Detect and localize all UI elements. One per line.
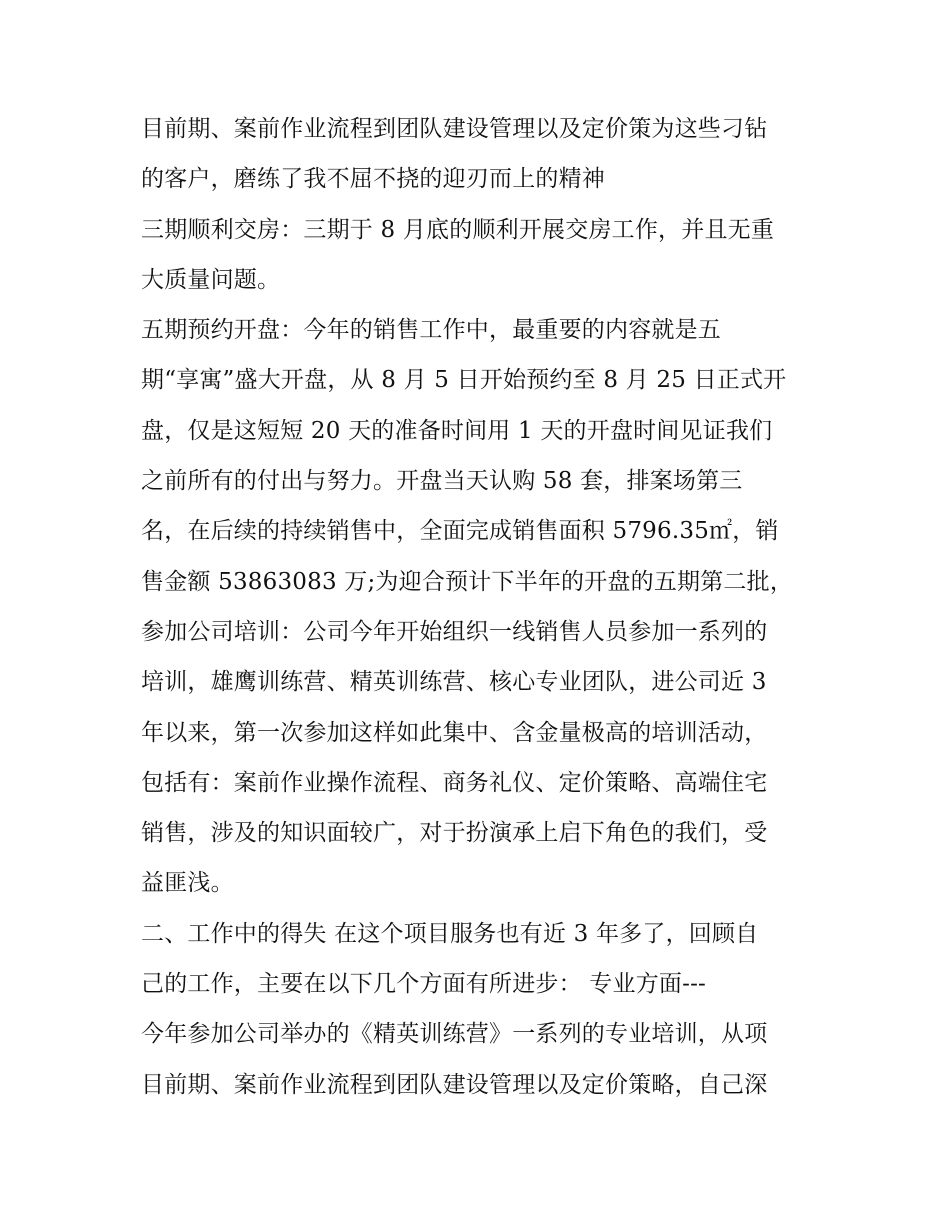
text-line: 目前期、案前作业流程到团队建设管理以及定价策为这些刁钻 xyxy=(141,116,768,142)
text-line: 五期预约开盘：今年的销售工作中，最重要的内容就是五 xyxy=(141,317,721,344)
text-line: 的客户，磨练了我不屈不挠的迎刃而上的精神 xyxy=(141,166,605,193)
text-line: 销售，涉及的知识面较广，对于扮演承上启下角色的我们，受 xyxy=(141,820,768,847)
text-line: 年以来，第一次参加这样如此集中、含金量极高的培训活动， xyxy=(141,719,768,746)
text-line: 售金额 53863083 万;为迎合预计下半年的开盘的五期第二批， xyxy=(141,568,794,595)
text-line: 三期顺利交房：三期于 8 月底的顺利开展交房工作，并且无重 xyxy=(141,216,775,243)
text-line: 培训，雄鹰训练营、精英训练营、核心专业团队，进公司近 3 xyxy=(141,669,767,696)
document-body-text xyxy=(141,104,821,1110)
text-line: 包括有：案前作业操作流程、商务礼仪、定价策略、高端住宅 xyxy=(141,769,768,796)
text-line: 目前期、案前作业流程到团队建设管理以及定价策略，自己深 xyxy=(141,1071,768,1098)
text-line: 盘，仅是这短短 20 天的准备时间用 1 天的开盘时间见证我们 xyxy=(141,417,773,444)
text-line: 今年参加公司举办的《精英训练营》一系列的专业培训，从项 xyxy=(141,1021,768,1048)
text-line: 名，在后续的持续销售中，全面完成销售面积 5796.35㎡，销 xyxy=(141,518,779,545)
text-line: 二、工作中的得失 在这个项目服务也有近 3 年多了，回顾自 xyxy=(141,920,759,947)
text-line: 参加公司培训：公司今年开始组织一线销售人员参加一系列的 xyxy=(141,618,768,645)
text-line: 之前所有的付出与努力。开盘当天认购 58 套，排案场第三 xyxy=(141,468,743,495)
text-line: 期“享寓”盛大开盘，从 8 月 5 日开始预约至 8 月 25 日正式开 xyxy=(141,367,787,394)
text-line: 己的工作，主要在以下几个方面有所进步： 专业方面--- xyxy=(141,971,707,998)
text-line: 益匪浅。 xyxy=(141,870,234,897)
text-line: 大质量问题。 xyxy=(141,266,281,293)
